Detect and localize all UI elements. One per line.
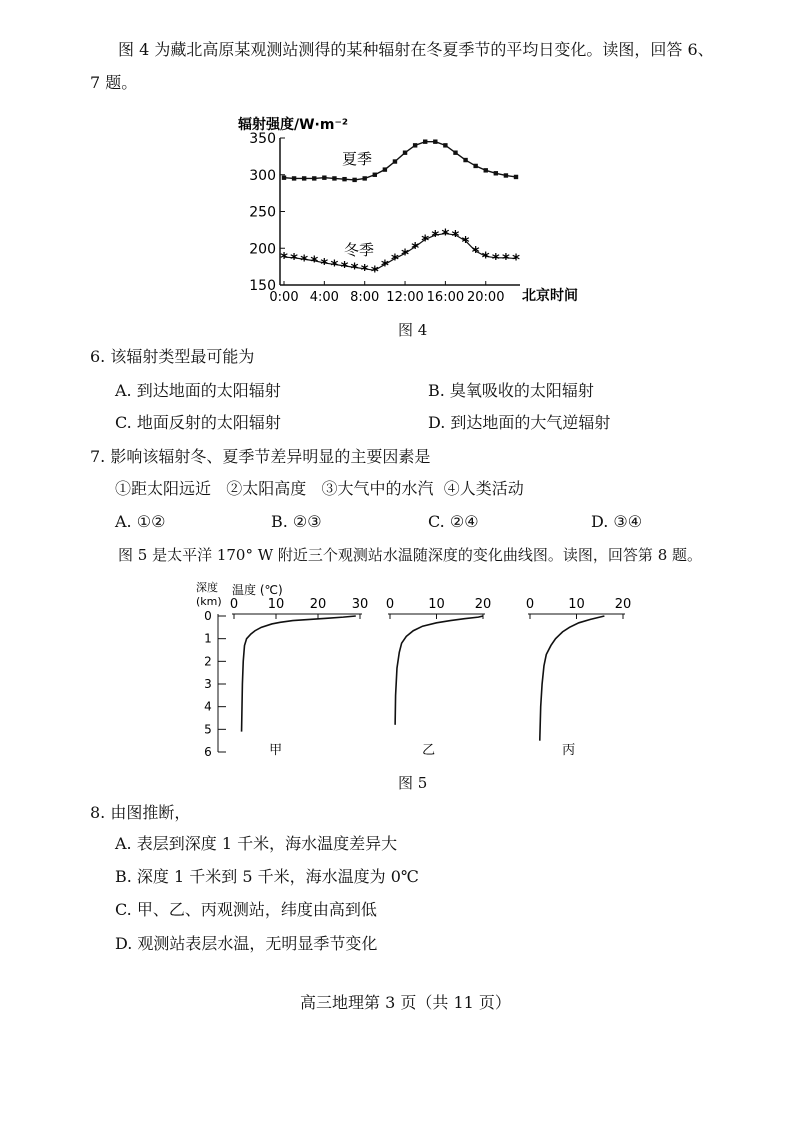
summer-point: [443, 143, 447, 147]
winter-point: *: [401, 245, 409, 264]
winter-point: *: [471, 243, 480, 262]
winter-point: *: [280, 249, 288, 268]
summer-point: [342, 177, 346, 181]
q8-option-a[interactable]: A. 表层到深度 1 千米，海水温度差异大: [115, 834, 398, 853]
fig4-x-tick-label: 20:00: [467, 290, 505, 305]
winter-point: *: [310, 252, 319, 271]
summer-point: [292, 176, 296, 180]
fig4-x-tick-label: 4:00: [309, 290, 339, 305]
winter-point: *: [481, 248, 490, 267]
winter-point: *: [451, 227, 460, 246]
q6-option-a[interactable]: A. 到达地面的太阳辐射: [115, 381, 281, 400]
fig4-y-tick-label: 350: [249, 131, 276, 147]
summer-point: [504, 173, 508, 177]
fig5-temperature-curve: [540, 616, 605, 741]
summer-point: [463, 158, 467, 162]
fig5-temp-tick-label: 10: [568, 597, 585, 612]
summer-label: 夏季: [342, 150, 373, 168]
summer-point: [484, 168, 488, 172]
summer-point: [383, 167, 387, 171]
fig5-depth-tick-label: 6: [204, 745, 212, 759]
fig5-depth-label: 深度: [196, 581, 218, 594]
fig5-depth-tick-label: 0: [204, 609, 212, 623]
fig4-y-tick-label: 250: [249, 204, 276, 221]
winter-point: *: [350, 259, 359, 278]
fig5-temperature-curve: [242, 616, 356, 732]
winter-point: *: [370, 262, 379, 281]
fig4-x-tick-label: 0:00: [269, 290, 299, 305]
summer-point: [403, 151, 407, 155]
winter-point: *: [320, 254, 329, 273]
summer-point: [393, 159, 397, 163]
fig5-caption: 图 5: [398, 774, 428, 792]
fig5-panel-甲: [230, 597, 368, 758]
fig5-depth-unit: (km): [196, 595, 222, 608]
q8-option-b[interactable]: B. 深度 1 千米到 5 千米，海水温度为 0℃: [115, 867, 419, 886]
fig5-depth-tick-label: 1: [204, 631, 212, 646]
intro-2: 图 5 是太平洋 170° W 附近三个观测站水温随深度的变化曲线图。读图，回答第 8 题。: [118, 546, 703, 564]
fig4-y-tick-label: 150: [249, 278, 276, 294]
fig5-temp-tick-label: 0: [385, 597, 395, 612]
fig5-temp-tick-label: 20: [309, 597, 327, 612]
fig5-temp-tick-label: 10: [428, 597, 445, 612]
q7-factors: ①距太阳远近 ②太阳高度 ③大气中的水汽 ④人类活动: [115, 479, 524, 498]
q8-stem: 8. 由图推断，: [90, 803, 191, 822]
summer-point: [373, 173, 377, 177]
winter-point: *: [431, 227, 440, 246]
summer-point: [433, 139, 437, 143]
q7-option-c[interactable]: C. ②④: [428, 512, 479, 531]
summer-point: [322, 175, 326, 179]
fig4-x-tick-label: 16:00: [426, 290, 465, 305]
summer-point: [494, 171, 498, 175]
winter-point: *: [340, 257, 349, 276]
fig5-temp-tick-label: 10: [267, 597, 285, 612]
winter-point: *: [380, 256, 389, 275]
summer-point: [413, 143, 417, 147]
fig4-y-tick-label: 200: [249, 241, 276, 258]
fig4-x-tick-label: 12:00: [386, 290, 424, 305]
fig5-temp-tick-label: 0: [525, 597, 535, 612]
fig4-ylabel: 辐射强度/W·m⁻²: [238, 117, 348, 133]
winter-point: *: [411, 238, 420, 257]
fig5-temp-tick-label: 0: [229, 597, 239, 612]
fig4-y-tick-label: 300: [249, 167, 276, 184]
fig5-temp-tick-label: 30: [351, 597, 369, 612]
page-footer: 高三地理第 3 页（共 11 页）: [300, 993, 511, 1012]
summer-point: [453, 151, 457, 155]
winter-label: 冬季: [344, 241, 375, 259]
winter-point: *: [391, 250, 399, 269]
winter-point: *: [501, 249, 510, 268]
fig5-panel-label: 丙: [562, 743, 576, 758]
fig5-depth-tick-label: 4: [204, 699, 212, 714]
fig5-depth-tick-label: 3: [204, 677, 212, 691]
winter-point: *: [330, 256, 339, 275]
figure-4-chart: [230, 108, 590, 308]
figure-5-chart: [190, 578, 650, 768]
fig5-panel-label: 甲: [269, 743, 283, 758]
fig4-x-tick-label: 8:00: [350, 290, 380, 305]
winter-point: *: [290, 249, 299, 268]
q6-option-b[interactable]: B. 臭氧吸收的太阳辐射: [428, 381, 594, 400]
q7-option-b[interactable]: B. ②③: [271, 512, 322, 531]
intro-line-2: 7 题。: [90, 73, 138, 92]
q7-option-d[interactable]: D. ③④: [591, 512, 643, 531]
summer-point: [362, 176, 366, 180]
winter-point: *: [360, 260, 369, 279]
fig5-depth-tick-label: 5: [204, 722, 212, 737]
q8-option-d[interactable]: D. 观测站表层水温，无明显季节变化: [115, 934, 378, 953]
fig5-panel-乙: [386, 597, 491, 758]
summer-point: [423, 139, 427, 143]
intro-line-1: 图 4 为藏北高原某观测站测得的某种辐射在冬夏季节的平均日变化。读图，回答 6、: [118, 40, 714, 59]
q7-stem: 7. 影响该辐射冬、夏季节差异明显的主要因素是: [90, 447, 431, 466]
summer-point: [473, 164, 477, 168]
summer-point: [514, 175, 518, 179]
q6-option-d[interactable]: D. 到达地面的大气逆辐射: [428, 413, 611, 432]
summer-point: [312, 176, 316, 180]
summer-point: [332, 176, 336, 180]
fig5-depth-tick-label: 2: [204, 654, 212, 669]
fig5-panel-丙: [526, 597, 631, 758]
winter-point: *: [512, 250, 520, 269]
fig4-caption: 图 4: [398, 321, 428, 339]
winter-point: *: [491, 249, 500, 268]
summer-point: [302, 176, 306, 180]
winter-point: *: [421, 231, 430, 250]
q6-option-c[interactable]: C. 地面反射的太阳辐射: [115, 413, 281, 432]
fig5-panel-label: 乙: [422, 743, 436, 758]
fig5-temp-label: 温度 (℃): [232, 583, 283, 597]
winter-point: *: [441, 225, 450, 244]
fig5-temp-tick-label: 20: [614, 597, 632, 612]
q7-option-a[interactable]: A. ①②: [115, 512, 166, 531]
winter-point: *: [461, 232, 470, 251]
fig5-temp-tick-label: 20: [474, 597, 492, 612]
summer-point: [352, 178, 356, 182]
winter-point: *: [300, 251, 309, 270]
q6-stem: 6. 该辐射类型最可能为: [90, 347, 255, 366]
summer-point: [282, 175, 286, 179]
fig4-xlabel: 北京时间: [522, 288, 578, 304]
q8-option-c[interactable]: C. 甲、乙、丙观测站，纬度由高到低: [115, 900, 377, 919]
summer-series-line: [284, 142, 516, 180]
fig5-temperature-curve: [395, 616, 483, 725]
